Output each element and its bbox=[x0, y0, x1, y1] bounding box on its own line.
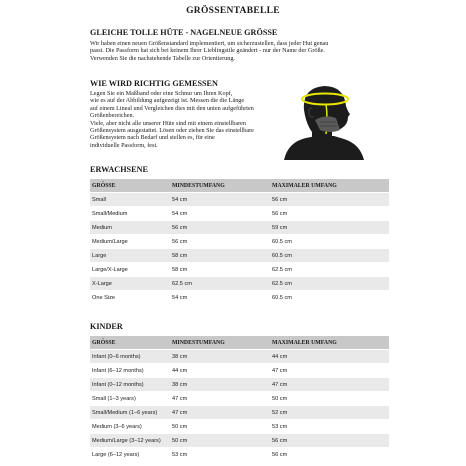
size-cell: Small/Medium (1–6 years) bbox=[90, 406, 170, 420]
measure-line: auf einem Lineal und Vergleichen dies mit den unten aufgeführten bbox=[90, 104, 254, 112]
max-cell: 60.5 cm bbox=[270, 291, 389, 305]
table-row bbox=[90, 420, 389, 434]
table-row bbox=[90, 392, 389, 406]
max-cell: 53 cm bbox=[270, 420, 389, 434]
min-cell: 54 cm bbox=[170, 291, 270, 305]
measure-line: Viele, aber nicht alle unserer Hüte sind mit einem einstellbaren bbox=[90, 119, 246, 127]
table-row bbox=[90, 406, 389, 420]
adults-size-table bbox=[90, 179, 389, 305]
column-header-size: GRÖSSE bbox=[90, 179, 170, 193]
table-row bbox=[90, 221, 389, 235]
column-header-min: MINDESTUMFANG bbox=[170, 179, 270, 193]
column-header-max: MAXIMALER UMFANG bbox=[270, 336, 389, 350]
size-cell: Large (6–12 years) bbox=[90, 448, 170, 462]
table-header-row bbox=[90, 336, 389, 350]
max-cell: 60.5 cm bbox=[270, 249, 389, 263]
table-row bbox=[90, 350, 389, 364]
min-cell: 47 cm bbox=[170, 392, 270, 406]
page-title: GRÖSSENTABELLE bbox=[186, 6, 280, 16]
size-cell: One Size bbox=[90, 291, 170, 305]
size-cell: Infant (0–12 months) bbox=[90, 378, 170, 392]
max-cell: 62.5 cm bbox=[270, 277, 389, 291]
max-cell: 56 cm bbox=[270, 193, 389, 207]
min-cell: 38 cm bbox=[170, 378, 270, 392]
max-cell: 62.5 cm bbox=[270, 263, 389, 277]
min-cell: 54 cm bbox=[170, 207, 270, 221]
min-cell: 58 cm bbox=[170, 263, 270, 277]
min-cell: 56 cm bbox=[170, 221, 270, 235]
intro-text bbox=[90, 40, 328, 62]
min-cell: 58 cm bbox=[170, 249, 270, 263]
measure-line: Größensystem ausgestattet. Lösen oder ziehen Sie das einstellbare bbox=[90, 127, 254, 135]
max-cell: 56 cm bbox=[270, 207, 389, 221]
measure-heading: WIE WIRD RICHTIG GEMESSEN bbox=[90, 79, 218, 88]
column-header-size: GRÖSSE bbox=[90, 336, 170, 350]
table-row bbox=[90, 207, 389, 221]
min-cell: 50 cm bbox=[170, 434, 270, 448]
kids-size-table bbox=[90, 336, 389, 462]
size-cell: Small (1–3 years) bbox=[90, 392, 170, 406]
max-cell: 56 cm bbox=[270, 434, 389, 448]
size-cell: Large bbox=[90, 249, 170, 263]
intro-heading: GLEICHE TOLLE HÜTE - NAGELNEUE GRÖSSE bbox=[90, 28, 278, 37]
kids-section-title: KINDER bbox=[90, 322, 123, 331]
size-cell: Infant (6–12 months) bbox=[90, 364, 170, 378]
min-cell: 56 cm bbox=[170, 235, 270, 249]
adults-section-title: ERWACHSENE bbox=[90, 165, 148, 174]
measure-line: Größenbereichen. bbox=[90, 112, 135, 120]
max-cell: 60.5 cm bbox=[270, 235, 389, 249]
min-cell: 62.5 cm bbox=[170, 277, 270, 291]
column-header-min: MINDESTUMFANG bbox=[170, 336, 270, 350]
size-cell: Large/X-Large bbox=[90, 263, 170, 277]
head-measuring-tape-icon bbox=[282, 82, 364, 165]
table-row bbox=[90, 277, 389, 291]
measure-line: individuelle Passform, fest. bbox=[90, 141, 158, 149]
max-cell: 50 cm bbox=[270, 392, 389, 406]
table-row bbox=[90, 235, 389, 249]
table-row bbox=[90, 364, 389, 378]
min-cell: 53 cm bbox=[170, 448, 270, 462]
intro-line: Wir haben einen neuen Größenstandard implementiert, um sicherzustellen, dass jeder Hut genau bbox=[90, 40, 329, 47]
min-cell: 47 cm bbox=[170, 406, 270, 420]
measure-line: Größensystem nach Bedarf und stellen es, für eine bbox=[90, 134, 215, 142]
table-row bbox=[90, 291, 389, 305]
max-cell: 47 cm bbox=[270, 364, 389, 378]
table-row bbox=[90, 378, 389, 392]
table-row bbox=[90, 249, 389, 263]
column-header-max: MAXIMALER UMFANG bbox=[270, 179, 389, 193]
intro-line: Verwenden Sie die nachstehende Tabelle zur Orientierung. bbox=[90, 54, 235, 62]
measure-line: Legen Sie ein Maßband oder eine Schnur um Ihren Kopf, bbox=[90, 90, 233, 97]
max-cell: 44 cm bbox=[270, 350, 389, 364]
measure-line: wie es auf der Abbildung aufgezeigt ist. Messen die die Länge bbox=[90, 97, 245, 105]
table-header-row bbox=[90, 179, 389, 193]
max-cell: 47 cm bbox=[270, 378, 389, 392]
size-cell: Small/Medium bbox=[90, 207, 170, 221]
max-cell: 52 cm bbox=[270, 406, 389, 420]
measure-text bbox=[90, 90, 254, 149]
size-cell: Medium/Large bbox=[90, 235, 170, 249]
size-cell: Medium (3–6 years) bbox=[90, 420, 170, 434]
size-cell: Infant (0–6 months) bbox=[90, 350, 170, 364]
table-row bbox=[90, 193, 389, 207]
min-cell: 44 cm bbox=[170, 364, 270, 378]
table-row bbox=[90, 448, 389, 462]
size-cell: Medium/Large (3–12 years) bbox=[90, 434, 170, 448]
max-cell: 56 cm bbox=[270, 448, 389, 462]
table-row bbox=[90, 263, 389, 277]
size-cell: Small bbox=[90, 193, 170, 207]
min-cell: 54 cm bbox=[170, 193, 270, 207]
table-row bbox=[90, 434, 389, 448]
min-cell: 38 cm bbox=[170, 350, 270, 364]
size-cell: X-Large bbox=[90, 277, 170, 291]
max-cell: 59 cm bbox=[270, 221, 389, 235]
size-cell: Medium bbox=[90, 221, 170, 235]
min-cell: 50 cm bbox=[170, 420, 270, 434]
intro-line: passt. Die Passform hat sich bei keinem Ihrer Lieblingstile geändert - nur der Name der Größe. bbox=[90, 47, 325, 55]
